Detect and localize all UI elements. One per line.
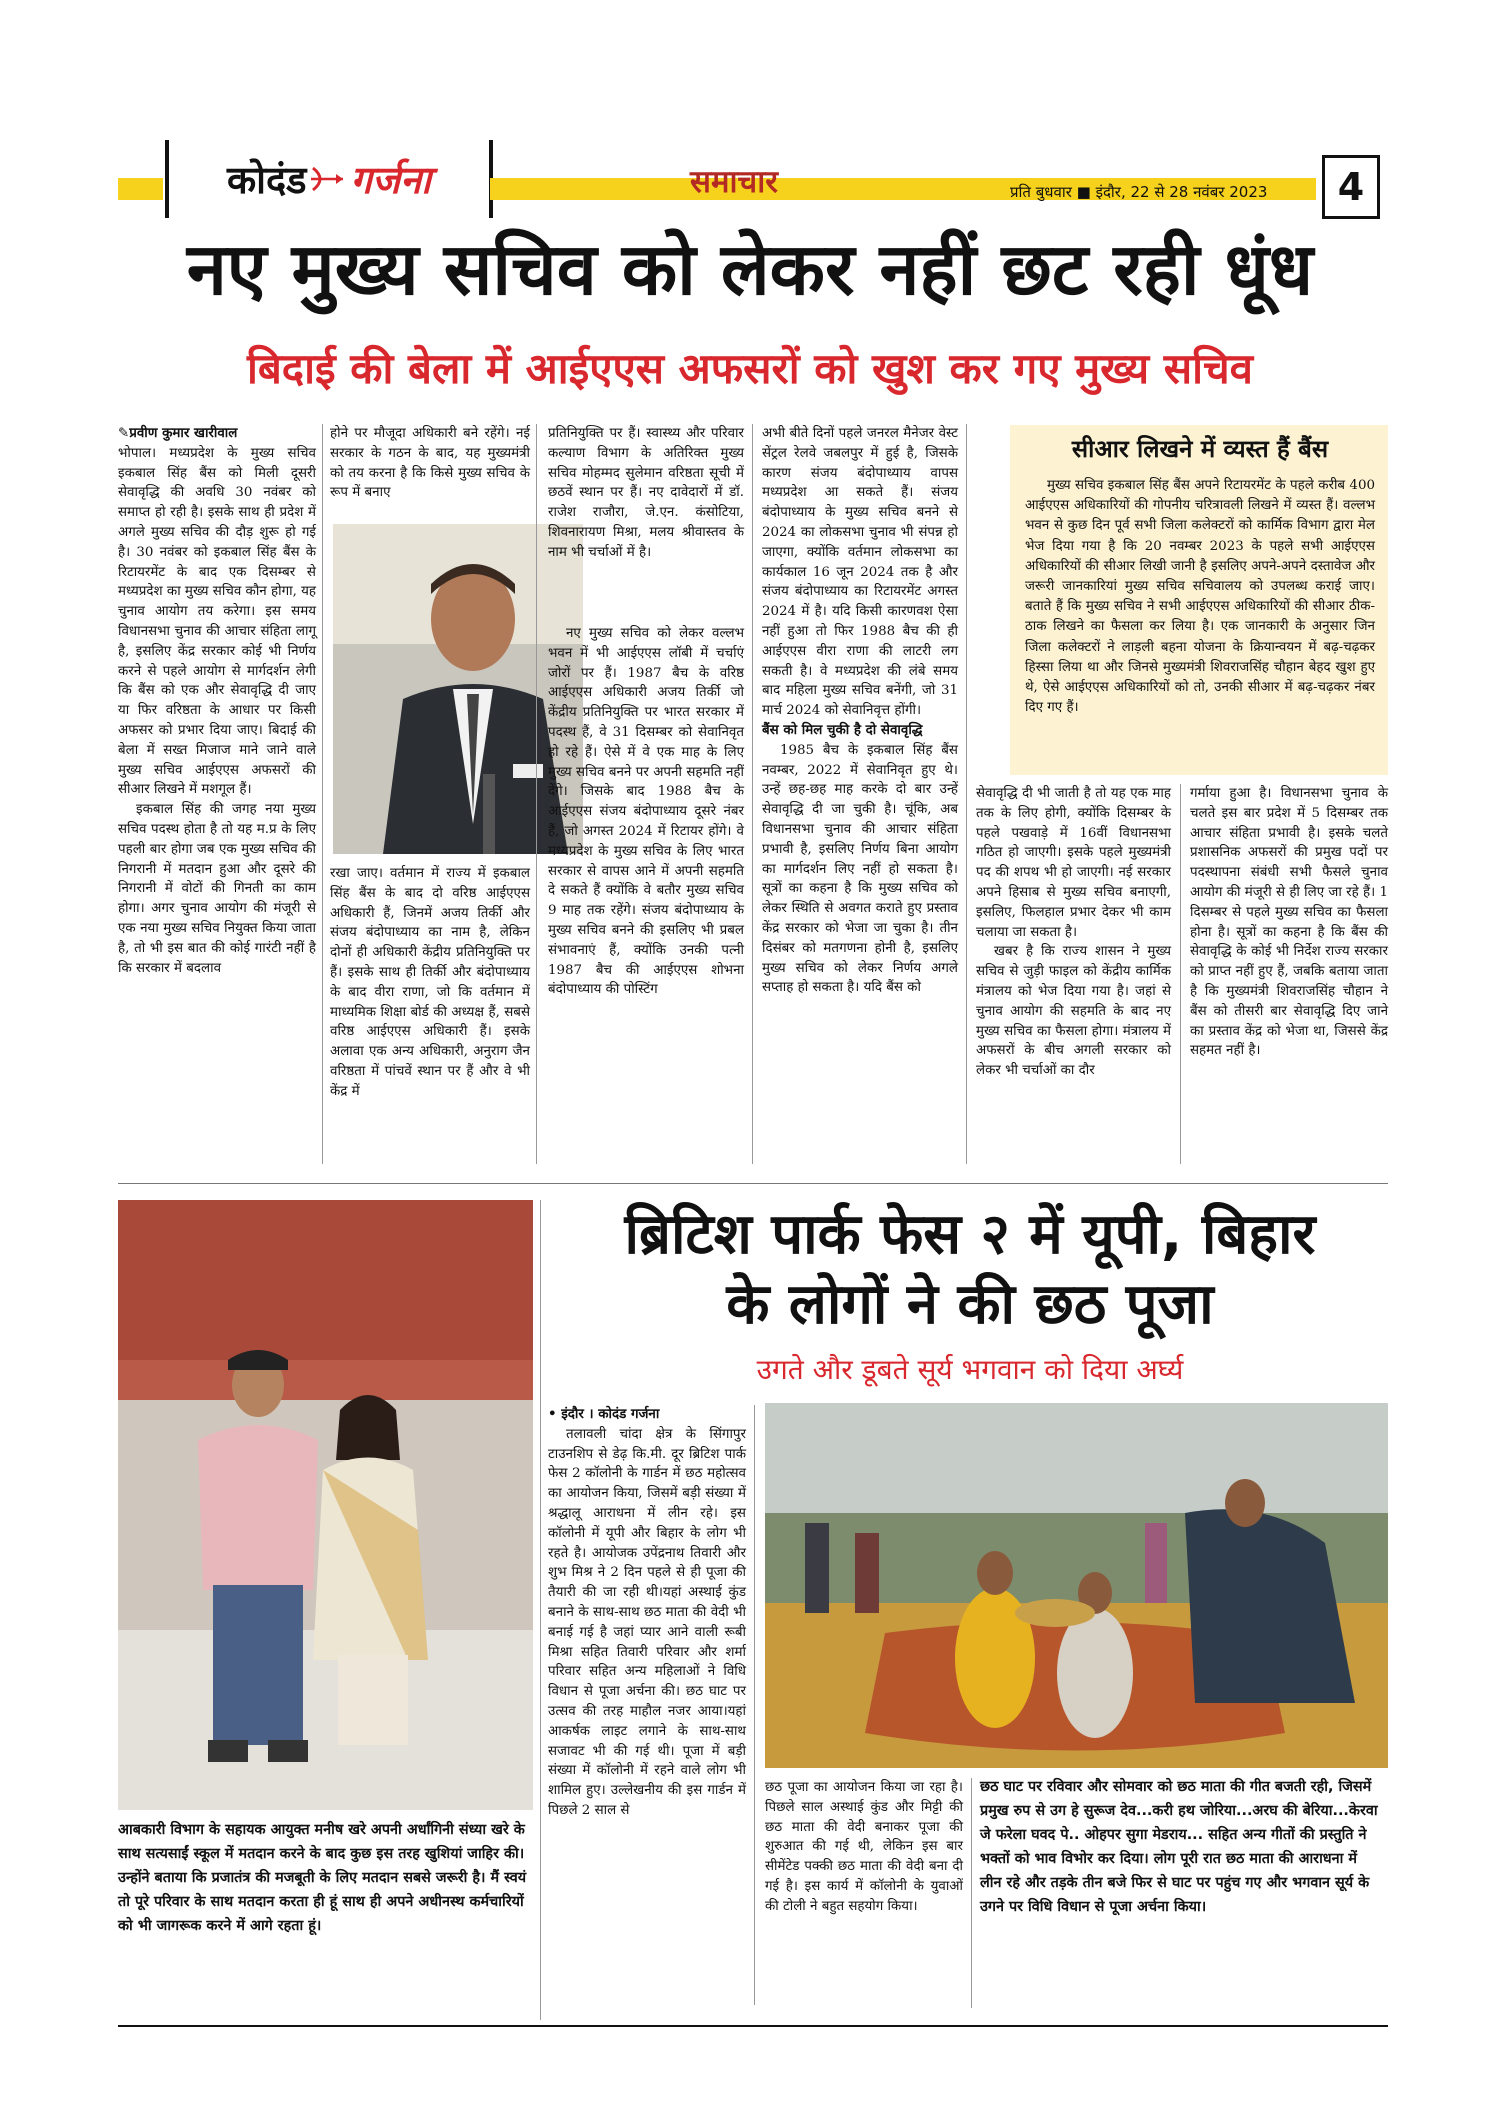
second-paragraph-1: तलावली चांदा क्षेत्र के सिंगापुर टाउनशिप से डेढ़ कि.मी. दूर ब्रिटिश पार्क फेस 2 कॉलोनी के गार्डन में छठ महोत्सव का आयोजन किया, जिसमें बड़ी संख्या में श्रद्धालू आराधना में लीन रहे। इस कॉलोनी में यूपी और बिहार के लोग भी रहते है। आयोजक उपेंद्रनाथ तिवारी और शुभ मिश्र ने 2 दिन पहले से ही पूजा की तैयारी की जा रही थी।यहां अस्थाई कुंड बनाने के साथ-साथ छठ माता की वेदी भी बनाई गई है जहां प्यार आने वाली रूबी मिश्रा सहित तिवारी परिवार और शर्मा परिवार सहित अन्य महिलाओं ने विधि विधान से पूजा अर्चना की। छठ घाट पर उत्सव की तरह माहौल नजर आया।यहां आकर्षक लाइट लगाने के साथ-साथ सजावट भी की गई थी। पूजा में बड़ी संख्या में कॉलोनी में रहने वाले लोग भी शामिल हुए। उल्लेखनीय की इस गार्डन में पिछले 2 साल से: [548, 1426, 746, 1818]
voting-couple-photo: [118, 1200, 533, 1810]
second-column-2: [765, 1778, 963, 2008]
column-divider: [752, 424, 753, 1164]
voting-photo-caption: आबकारी विभाग के सहायक आयुक्त मनीष खरे अपनी अर्धांगिनी संध्या खरे के साथ सत्यसाईं स्कूल में मतदान करने के बाद कुछ इस तरह खुशियां जाहिर की। उन्होंने बताया कि प्रजातंत्र की मजबूती के लिए मतदान सबसे जरूरी है। मैं स्वयं तो पूरे परिवार के साथ मतदान करता ही हूं साथ ही अपने अधीनस्थ कर्मचारियों को भी जागरूक करने में आगे रहता हूं।: [118, 1822, 527, 1934]
dateline: प्रति बुधवार ■ इंदौर, 22 से 28 नवंबर 2023: [1010, 183, 1268, 201]
section-label: समाचार: [690, 164, 778, 200]
chhath-photo-caption: छठ घाट पर रविवार और सोमवार को छठ माता की गीत बजती रही, जिसमें प्रमुख रुप से उग हे सुरूज देव...करी हथ जोरिया...अरघ की बेरिया...केरवा जे फरेला घवद पे.. ओहपर सुगा मेडराय... सहित अन्य गीतों की प्रस्तुति ने भक्तों को भाव विभोर कर दिया। लोग पूरी रात छठ माता की आराधना में लीन रहे और तड़के तीन बजे फिर से घाट पर पहुंच गए और भगवान सूर्य के उगने पर विधि विधान से पूजा अर्चना किया।: [980, 1779, 1378, 1915]
section-separator: [118, 1183, 1388, 1184]
lead-paragraph-1: भोपाल। मध्यप्रदेश के मुख्य सचिव इकबाल सिंह बैंस को मिली दूसरी सेवावृद्धि की अवधि 30 नवंबर को समाप्त हो रही है। इसके साथ ही प्रदेश में अगले मुख्य सचिव की दौड़ शुरू हो गई है। 30 नवंबर को इकबाल सिंह बैंस के रिटायरमेंट के बाद एक दिसम्बर से मध्यप्रदेश का मुख्य सचिव कौन होगा, यह चुनाव आयोग तय करेगा। इस समय विधानसभा चुनाव की आचार संहिता लागू है, इसलिए केंद्र सरकार कोई भी निर्णय करने से पहले आयोग से मार्गदर्शन लेगी कि बैंस को एक और सेवावृद्धि दी जाए या फिर वरिष्ठता के आधार पर किसी अफसर को प्रभार दिया जाए। बिदाई की बेला में सख्त मिजाज माने जाने वाले मुख्य सचिव आईएएस अफसरों की सीआर लिखने में मशगूल हैं।: [118, 445, 316, 798]
lead-column-6: [1190, 784, 1388, 1164]
second-column-1: [548, 1405, 746, 2005]
second-headline: [545, 1200, 1395, 1340]
logo-text-1: कोदंड: [226, 158, 307, 202]
lead-byline: ✎प्रवीण कुमार खारीवाल: [118, 426, 238, 441]
masthead-logo: [165, 140, 493, 218]
lead-paragraph-3: होने पर मौजूदा अधिकारी बने रहेंगे। नई सरकार के गठन के बाद, यह मुख्यमंत्री को तय करना है कि किसे मुख्य सचिव के रूप में बनाए: [330, 426, 530, 501]
second-byline: • इंदौर । कोदंड गर्जना: [548, 1407, 660, 1422]
sidebar-box-title: सीआर लिखने में व्यस्त हैं बैंस: [1071, 435, 1329, 463]
column-divider: [540, 1200, 541, 2020]
lead-column-3b: [548, 624, 744, 1164]
lead-column-1: [118, 424, 316, 1164]
lead-paragraph-4: रखा जाए। वर्तमान में राज्य में इकबाल सिंह बैंस के बाद दो वरिष्ठ आईएएस अधिकारी हैं, जिनमें अजय तिर्की और संजय बंदोपाध्याय का नाम है, लेकिन दोनों ही अधिकारी केंद्रीय प्रतिनियुक्ति पर हैं। इसके साथ ही तिर्की और बंदोपाध्याय के बाद वीरा राणा, जो कि वर्तमान में माध्यमिक शिक्षा बोर्ड की अध्यक्ष हैं, सबसे वरिष्ठ आईएएस अधिकारी हैं। इसके अलावा एक अन्य अधिकारी, अनुराग जैन वरिष्ठता में पांचवें स्थान पर हैं और वे भी केंद्र में: [330, 866, 530, 1099]
lead-paragraph-6: नए मुख्य सचिव को लेकर वल्लभ भवन में भी आईएएस लॉबी में चर्चाएं जोरों पर हैं। 1987 बैच के वरिष्ठ आईएएस अधिकारी अजय तिर्की जो केंद्रीय प्रतिनियुक्ति पर भारत सरकार में पदस्थ हैं, वे 31 दिसम्बर को सेवानिवृत हो रहे हैं। ऐसे में वे एक माह के लिए मुख्य सचिव बनने पर अपनी सहमति नहीं देंगे। जिसके बाद 1988 बैच के आईएएस संजय बंदोपाध्याय दूसरे नंबर हैं, जो अगस्त 2024 में रिटायर होंगे। वे मध्यप्रदेश के मुख्य सचिव के लिए भारत सरकार से वापस आने में अपनी सहमति दे सकते हैं क्योंकि वे बतौर मुख्य सचिव 9 माह तक रहेंगे। संजय बंदोपाध्याय के मुख्य सचिव बनने की इसलिए भी प्रबल संभावनाएं हैं, क्योंकि उनकी पत्नी 1987 बैच की आईएएस शोभना बंदोपाध्याय की पोस्टिंग: [548, 626, 744, 998]
second-subhead: उगते और डूबते सूर्य भगवान को दिया अर्घ्य: [756, 1353, 1184, 1386]
lead-subhead: बिदाई की बेला में आईएएस अफसरों को खुश कर गए मुख्य सचिव: [246, 344, 1254, 393]
lead-column-2a: [330, 424, 530, 504]
lead-paragraph-11: गर्माया हुआ है। विधानसभा चुनाव के चलते इस बार प्रदेश में 5 दिसम्बर तक आचार संहिता प्रभावी है। इसके चलते प्रशासनिक अफसरों की प्रमुख पदों पर पदस्थापना संबंधी सभी फैसले चुनाव आयोग की मंजूरी से ही लिए जा रहे हैं। 1 दिसम्बर से पहले मुख्य सचिव का फैसला होना है। सूत्रों का कहना है कि बैंस की सेवावृद्धि के कोई भी निर्देश राज्य सरकार को प्राप्त नहीं हुए हैं, जबकि बताया जाता है कि मुख्यमंत्री शिवराजसिंह चौहान ने बैंस को तीसरी बार सेवावृद्धि दिए जाने का प्रस्ताव केंद्र को भेजा था, जिससे केंद्र सहमत नहीं है।: [1190, 786, 1388, 1059]
lead-paragraph-8: 1985 बैच के इकबाल सिंह बैंस नवम्बर, 2022 में सेवानिवृत हुए थे। उन्हें छह-छह माह करके दो बार उन्हें सेवावृद्धि दी जा चुकी है। चूंकि, अब विधानसभा चुनाव की आचार संहिता प्रभावी है, इसलिए निर्णय बिना आयोग का मार्गदर्शन लिए नहीं हो सकता है। सूत्रों का कहना है कि मुख्य सचिव को लेकर स्थिति से अवगत कराते हुए प्रस्ताव केंद्र सरकार को भेजा जा चुका है। तीन दिसंबर को मतगणना होनी है, इसलिए मुख्य सचिव को लेकर निर्णय अगले सप्ताह हो सकता है। यदि बैंस को: [762, 742, 958, 996]
column-divider: [754, 1405, 755, 2005]
lead-paragraph-7: अभी बीते दिनों पहले जनरल मैनेजर वेस्ट सेंट्रल रेलवे जबलपुर में हुई है, जिसके कारण संजय बंदोपाध्याय वापस मध्यप्रदेश आ सकते हैं। संजय बंदोपाध्याय के मुख्य सचिव बनने से 2024 का लोकसभा चुनाव भी संपन्न हो जाएगा, क्योंकि वर्तमान लोकसभा का कार्यकाल 16 जून 2024 तक है और संजय बंदोपाध्याय का रिटायरमेंट अगस्त 2024 में है। यदि किसी कारणवश ऐसा नहीं हुआ तो फिर 1988 बैच की ही आईएएस वीरा राणा की लाटरी लग सकती है। वे मध्यप्रदेश की लंबे समय बाद महिला मुख्य सचिव बनेंगी, जो 31 मार्च 2024 को सेवानिवृत्त होंगी।: [762, 426, 958, 719]
logo-text-2: गर्जना: [350, 158, 432, 202]
page-bottom-rule: [118, 2025, 1388, 2027]
lead-column-2b: [330, 864, 530, 1164]
lead-subsection-heading: बैंस को मिल चुकी है दो सेवावृद्धि: [762, 722, 923, 738]
second-headline-line-2: के लोगों ने की छठ पूजा: [726, 1272, 1214, 1337]
lead-column-5: [976, 784, 1171, 1164]
second-headline-line-1: ब्रिटिश पार्क फेस २ में यूपी, बिहार: [624, 1202, 1316, 1267]
lead-headline: नए मुख्य सचिव को लेकर नहीं छट रही धूंध: [186, 227, 1314, 311]
bow-arrow-icon: [309, 164, 345, 194]
lead-paragraph-10: खबर है कि राज्य शासन ने मुख्य सचिव से जुड़ी फाइल को केंद्रीय कार्मिक मंत्रालय को भेज दिया गया है। जहां से चुनाव आयोग की सहमति के बाद नए मुख्य सचिव का फैसला होगा। मंत्रालय में अफसरों के बीच अगली सरकार को लेकर भी चर्चाओं का दौर: [976, 944, 1171, 1079]
lead-paragraph-9: सेवावृद्धि दी भी जाती है तो यह एक माह तक के लिए होगी, क्योंकि दिसम्बर के पहले पखवाड़े में 16वीं विधानसभा गठित हो जाएगी। इसके पहले मुख्यमंत्री पद की शपथ भी हो जाएगी। नई सरकार अपने हिसाब से मुख्य सचिव बनाएगी, इसलिए, फिलहाल प्रभार देकर भी काम चलाया जा सकता है।: [976, 786, 1171, 940]
lead-column-3a: [548, 424, 744, 560]
sidebar-box-text: [1025, 476, 1375, 766]
second-paragraph-2: छठ पूजा का आयोजन किया जा रहा है। पिछले साल अस्थाई कुंड और मिट्टी की छठ माता की वेदी बनाकर पूजा की शुरुआत की गई थी, लेकिन इस बार सीमेंटेड पक्की छठ माता की वेदी बना दी गई है। इस कार्य में कॉलोनी के युवाओं की टोली ने बहुत सहयोग किया।: [765, 1780, 963, 1914]
chhath-photo-icon: [765, 1403, 1388, 1768]
lead-paragraph-2: इकबाल सिंह की जगह नया मुख्य सचिव पदस्थ होता है तो यह म.प्र के लिए पहली बार होगा जब एक मुख्य सचिव की निगरानी में मतदान हुआ और दूसरे की निगरानी में वोटों की गिनती का काम होगा। अगर चुनाव आयोग की मंजूरी से एक नया मुख्य सचिव नियुक्त किया जाता है, तो भी इस बात की कोई गारंटी नहीं है कि सरकार में बदलाव: [118, 802, 316, 976]
lead-column-3-top: [586, 524, 744, 624]
column-divider: [536, 424, 537, 1164]
official-portrait-icon: [333, 524, 583, 854]
chhath-puja-photo: [765, 1403, 1388, 1768]
column-divider: [322, 424, 323, 1164]
lead-paragraph-5: प्रतिनियुक्ति पर हैं। स्वास्थ्य और परिवार कल्याण विभाग के अतिरिक्त मुख्य सचिव मोहम्मद सुलेमान वरिष्ठता सूची में छठवें स्थान पर हैं। नए दावेदारों में डॉ. राजेश राजौरा, जे.एन. कंसोटिया, शिवनारायण मिश्रा, मलय श्रीवास्तव के नाम भी चर्चाओं में है।: [548, 426, 744, 560]
lead-photo-official: [333, 524, 583, 854]
sidebar-box-paragraph: मुख्य सचिव इकबाल सिंह बैंस अपने रिटायरमेंट के पहले करीब 400 आईएएस अधिकारियों की गोपनीय चरित्रावली लिखने में व्यस्त हैं। वल्लभ भवन से कुछ दिन पूर्व सभी जिला कलेक्टरों को कार्मिक विभाग द्वारा मेल भेज दिया गया है कि 20 नवम्बर 2023 के पहले सभी आईएएस अधिकारियों की सीआर लिखी जानी है इसलिए अपने-अपने दस्तावेज और जरूरी जानकारियां मुख्य सचिव सचिवालय को उपलब्ध कराई जाए। बताते हैं कि मुख्य सचिव ने सभी आईएएस अधिकारियों की सीआर ठीक-ठाक लिखने का फैसला कर लिया है। एक जानकारी के अनुसार जिन जिला कलेक्टरों ने लाड़ली बहना योजना के क्रियान्वयन में बढ़-चढ़कर हिस्सा लिया था और जिनसे मुख्यमंत्री शिवराजसिंह चौहान बेहद खुश हुए थे, ऐसे आईएएस अधिकारियों को तो, उनकी सीआर में बढ़-चढ़कर नंबर दिए गए हैं।: [1025, 478, 1375, 716]
lead-column-4: [762, 424, 958, 1164]
column-divider: [1180, 784, 1181, 1164]
column-divider: [966, 424, 967, 1164]
couple-photo-icon: [118, 1200, 533, 1810]
page-number: 4: [1322, 155, 1380, 219]
masthead-bar-left: [118, 178, 163, 200]
column-divider: [971, 1778, 972, 2008]
